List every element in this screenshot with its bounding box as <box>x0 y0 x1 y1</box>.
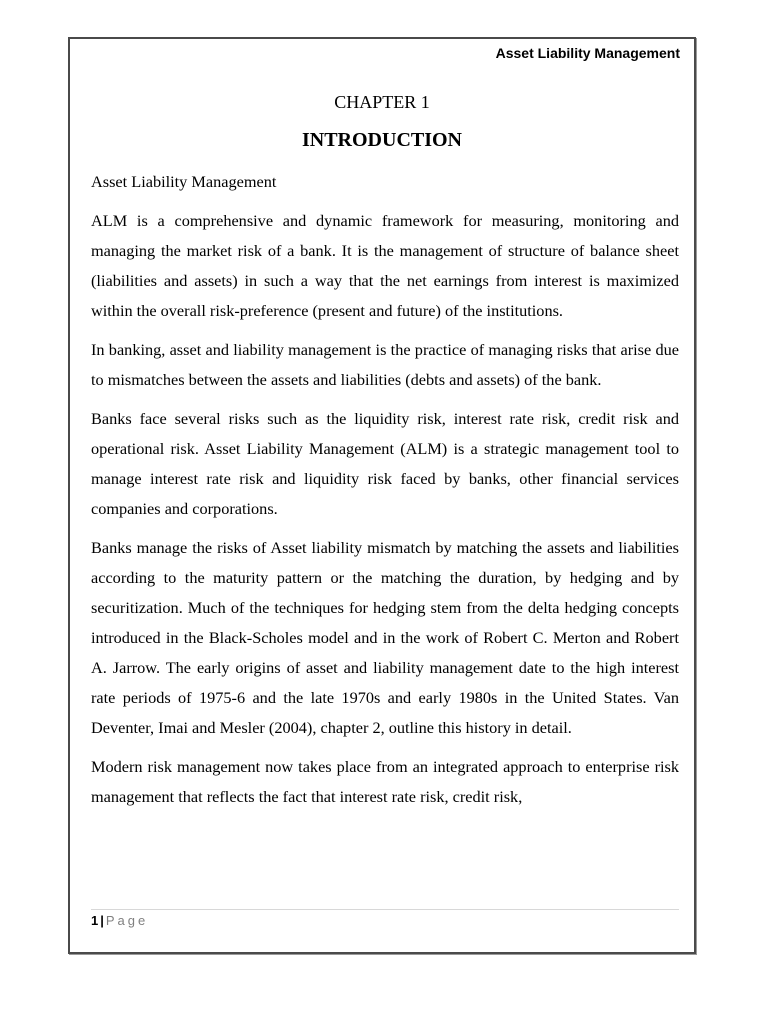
running-header: Asset Liability Management <box>495 45 680 61</box>
paragraph: Banks manage the risks of Asset liability mismatch by matching the assets and liabilities according to the maturity pattern or the matching the duration, by hedging and by securitization. Much of the techniques for hedging stem from the delta hedging concepts introduced in the Black-Scholes model and in the work of Robert C. Merton and Robert A. Jarrow. The early origins of asset and liability management date to the high interest rate periods of 1975-6 and the late 1970s and early 1980s in the United States. Van Deventer, Imai and Mesler (2004), chapter 2, outline this history in detail. <box>91 538 679 737</box>
chapter-label: CHAPTER 1 <box>334 92 430 112</box>
section-subheading: Asset Liability Management <box>91 172 277 191</box>
page-word: Page <box>105 913 149 928</box>
footer-divider <box>91 909 679 910</box>
paragraph: In banking, asset and liability management is the practice of managing risks that arise due to mismatches between the assets and liabilities (debts and assets) of the bank. <box>91 340 679 389</box>
paragraph: Banks face several risks such as the liquidity risk, interest rate risk, credit risk and operational risk. Asset Liability Management (ALM) is a strategic management tool to manage interest rate risk and liquidity risk faced by banks, other financial services companies and corporations. <box>91 409 679 518</box>
paragraph: ALM is a comprehensive and dynamic framework for measuring, monitoring and managing the market risk of a bank. It is the management of structure of balance sheet (liabilities and assets) in such a way that the net earnings from interest is maximized within the overall risk-preference (present and future) of the institutions. <box>91 211 679 320</box>
paragraph: Modern risk management now takes place from an integrated approach to enterprise risk management that reflects the fact that interest rate risk, credit risk, <box>91 757 679 806</box>
footer-separator: | <box>100 913 104 928</box>
page-footer <box>91 913 148 928</box>
page-number: 1 <box>91 913 99 928</box>
body-text <box>91 167 679 821</box>
document-page <box>68 37 696 954</box>
chapter-title: INTRODUCTION <box>301 129 463 151</box>
